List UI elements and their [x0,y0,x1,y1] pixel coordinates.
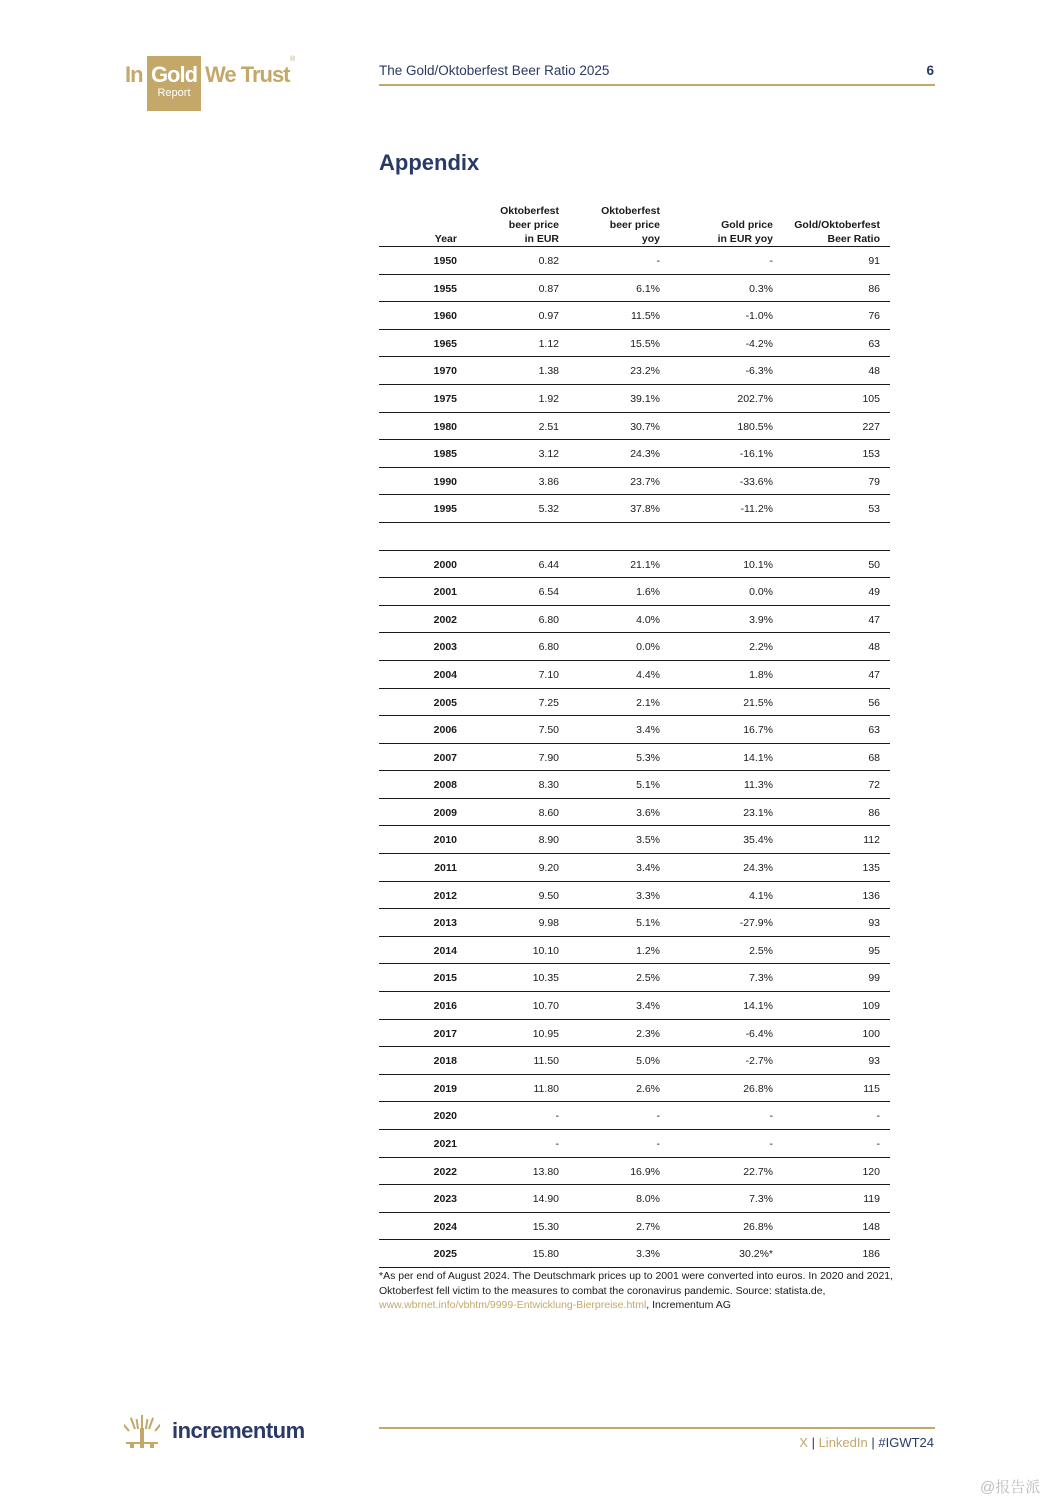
footnote-suffix: , Incrementum AG [646,1299,731,1311]
cell-year: 2014 [433,944,457,957]
cell-beer-price: 7.10 [538,668,559,681]
cell-beer-price-yoy: - [656,255,660,267]
cell-ratio: 135 [862,862,880,875]
cell-gold-price-yoy: 202.7% [737,392,773,405]
cell-beer-price: 3.86 [538,475,559,488]
logo-word-we-trust: We Trust [205,62,290,87]
table-row [379,744,890,772]
cell-beer-price-yoy: 23.2% [630,365,660,378]
cell-beer-price-yoy: 3.4% [636,724,660,737]
table-row [379,716,890,744]
table-row [379,413,890,441]
cell-beer-price: 3.12 [538,448,559,461]
cell-gold-price-yoy: - [769,255,773,267]
cell-year: 2021 [433,1138,457,1150]
cell-beer-price-yoy: 3.3% [636,889,660,902]
table-row [379,1158,890,1186]
cell-gold-price-yoy: 14.1% [743,1000,773,1013]
col-header-ratio: Gold/Oktoberfest Beer Ratio [794,219,880,245]
table-row [379,523,890,551]
cell-beer-price-yoy: 5.3% [636,751,660,764]
cell-year: 1965 [433,337,457,350]
cell-year: 2015 [433,972,457,985]
table-row [379,771,890,799]
cell-gold-price-yoy: - [769,1138,773,1150]
cell-year: 2022 [433,1165,457,1178]
cell-ratio: 86 [868,282,880,295]
cell-year: 2005 [433,696,457,709]
cell-gold-price-yoy: 21.5% [743,696,773,709]
cell-beer-price-yoy: 21.1% [630,558,660,571]
table-row [379,992,890,1020]
cell-beer-price-yoy: 4.0% [636,613,660,626]
cell-gold-price-yoy: 24.3% [743,862,773,875]
cell-gold-price-yoy: - [769,1110,773,1123]
cell-year: 1950 [433,255,457,267]
cell-ratio: 99 [868,972,880,985]
cell-year: 2013 [433,917,457,930]
cell-year: 2006 [433,724,457,737]
cell-beer-price: 8.60 [538,806,559,819]
cell-year: 2001 [433,586,457,599]
cell-year: 1990 [433,475,457,488]
table-row [379,661,890,689]
cell-beer-price-yoy: 15.5% [630,337,660,350]
table-row [379,937,890,965]
cell-year: 2019 [433,1082,457,1095]
cell-gold-price-yoy: 0.3% [749,282,773,295]
cell-ratio: 91 [868,255,880,267]
table-row [379,826,890,854]
table-row [379,1047,890,1075]
cell-ratio: 100 [862,1027,880,1040]
logo-gold-box [147,56,201,111]
cell-ratio: 48 [868,365,880,378]
table-row [379,302,890,330]
cell-gold-price-yoy: 26.8% [743,1082,773,1095]
cell-gold-price-yoy: -6.4% [745,1027,773,1040]
footnote-text: *As per end of August 2024. The Deutschmark prices up to 2001 were converted into euros. In 2020 and 2021, Oktoberfest fell victim to the measures to combat the coronavirus pandemic. Source: statista.de, [379,1270,894,1297]
cell-gold-price-yoy: 3.9% [749,613,773,626]
cell-beer-price-yoy: 30.7% [630,420,660,433]
cell-beer-price-yoy: 2.6% [636,1082,660,1095]
cell-ratio: 119 [863,1193,880,1206]
cell-year: 1960 [433,310,457,323]
table-row [379,1240,890,1268]
cell-beer-price: 0.82 [538,255,559,267]
cell-beer-price-yoy: 4.4% [636,668,660,681]
page-title: Appendix [379,150,480,175]
cell-beer-price-yoy: 5.1% [636,779,660,792]
cell-beer-price-yoy: 1.2% [636,944,660,957]
cell-ratio: - [876,1138,880,1150]
cell-ratio: 53 [868,503,880,516]
incrementum-wordmark: incrementum [172,1418,305,1443]
cell-beer-price: 15.80 [532,1248,559,1261]
cell-gold-price-yoy: 10.1% [743,558,773,571]
header-title: The Gold/Oktoberfest Beer Ratio 2025 [379,63,610,78]
cell-gold-price-yoy: -6.3% [745,365,773,378]
footer-divider [379,1427,935,1429]
cell-ratio: 148 [862,1220,880,1233]
cell-gold-price-yoy: 11.3% [744,779,773,792]
cell-gold-price-yoy: 2.2% [749,641,773,654]
source-link[interactable]: www.wbrnet.info/vbhtm/9999-Entwicklung-Bierpreise.html [379,1299,647,1311]
cell-ratio: 50 [868,558,880,571]
cell-year: 2010 [433,834,457,847]
cell-year: 2020 [433,1110,457,1123]
page-number: 6 [926,63,934,78]
cell-beer-price-yoy: 23.7% [630,475,660,488]
cell-gold-price-yoy: 30.2%* [739,1248,773,1261]
cell-beer-price-yoy: 8.0% [636,1193,660,1206]
cell-beer-price: 10.35 [532,972,559,985]
cell-beer-price: 8.90 [538,834,559,847]
cell-beer-price: 11.50 [533,1055,559,1068]
table-row [379,385,890,413]
cell-gold-price-yoy: 16.7% [743,724,773,737]
table-row [379,882,890,910]
cell-year: 1980 [433,420,457,433]
cell-beer-price: 8.30 [538,779,559,792]
separator: | [871,1435,875,1450]
cell-beer-price: 6.80 [538,613,559,626]
cell-ratio: 186 [862,1248,880,1261]
cell-beer-price-yoy: - [656,1110,660,1123]
cell-ratio: 136 [862,889,880,902]
cell-gold-price-yoy: 0.0% [749,586,773,599]
cell-beer-price-yoy: 2.3% [636,1027,660,1040]
cell-ratio: 153 [862,448,880,461]
cell-beer-price: 9.98 [538,917,559,930]
hashtag: #IGWT24 [878,1435,934,1450]
cell-gold-price-yoy: 7.3% [749,972,773,985]
cell-year: 1995 [433,503,457,516]
cell-beer-price: 7.90 [538,751,559,764]
cell-beer-price-yoy: 39.1% [630,392,660,405]
cell-beer-price-yoy: 2.7% [636,1220,660,1233]
cell-year: 2002 [433,613,457,626]
cell-gold-price-yoy: 22.7% [743,1165,773,1178]
cell-ratio: 86 [868,806,880,819]
cell-beer-price-yoy: 2.5% [636,972,660,985]
cell-beer-price-yoy: 3.6% [636,806,660,819]
cell-beer-price-yoy: 3.4% [636,1000,660,1013]
logo-report-label: Report [157,87,191,99]
cell-beer-price: 1.38 [538,365,559,378]
cell-gold-price-yoy: 2.5% [749,944,773,957]
col-header-year: Year [434,233,457,245]
cell-gold-price-yoy: 4.1% [749,889,773,902]
cell-beer-price: 7.50 [538,724,559,737]
table-row [379,1020,890,1048]
col-header-gold-price-yoy: Gold price in EUR yoy [717,219,773,245]
cell-gold-price-yoy: 1.8% [749,668,773,681]
table-row [379,468,890,496]
table-row [379,495,890,523]
cell-beer-price-yoy: 3.5% [636,834,660,847]
cell-beer-price: 1.12 [538,337,559,350]
cell-beer-price: 5.32 [538,503,559,516]
cell-beer-price: 1.92 [538,392,559,405]
cell-ratio: 48 [868,641,880,654]
table-row [379,1213,890,1241]
col-header-beer-price-yoy: Oktoberfest beer price yoy [601,205,660,245]
cell-beer-price: - [555,1110,559,1123]
watermark: @报告派 [980,1479,1041,1496]
cell-beer-price-yoy: 3.4% [636,862,660,875]
cell-ratio: 56 [868,696,880,709]
cell-beer-price-yoy: 0.0% [636,641,660,654]
table-row [379,1130,890,1158]
cell-beer-price: 14.90 [532,1193,559,1206]
table-header [379,200,890,246]
cell-beer-price: 9.20 [538,862,559,875]
cell-beer-price: 2.51 [538,420,559,433]
separator: | [811,1435,815,1450]
cell-year: 2018 [433,1055,457,1068]
in-gold-we-trust-logo [124,56,304,112]
cell-gold-price-yoy: 14.1% [743,751,773,764]
col-header-beer-price: Oktoberfest beer price in EUR [500,205,559,245]
cell-beer-price-yoy: 3.3% [636,1248,660,1261]
cell-year: 2024 [433,1220,457,1233]
cell-beer-price-yoy: 2.1% [636,696,660,709]
cell-beer-price: - [555,1138,559,1150]
cell-gold-price-yoy: 23.1% [743,806,773,819]
cell-beer-price: 10.10 [532,944,559,957]
cell-year: 2011 [434,862,457,875]
footnote [379,1269,919,1313]
cell-year: 1955 [433,282,457,295]
table-row [379,606,890,634]
cell-ratio: - [876,1110,880,1123]
table-row [379,1075,890,1103]
incrementum-logo [124,1414,304,1450]
cell-beer-price: 10.95 [532,1027,559,1040]
cell-ratio: 72 [868,779,880,792]
cell-year: 2008 [433,779,457,792]
table-row [379,551,890,579]
cell-beer-price-yoy: 5.1% [636,917,660,930]
cell-beer-price-yoy: 37.8% [630,503,660,516]
cell-year: 1985 [433,448,457,461]
cell-ratio: 76 [868,310,880,323]
cell-gold-price-yoy: -1.0% [745,310,773,323]
cell-beer-price: 6.80 [538,641,559,654]
cell-year: 2004 [433,668,457,681]
cell-gold-price-yoy: -11.2% [740,503,773,516]
logo-word-gold: Gold [150,62,198,87]
registered-mark: ® [290,56,296,63]
table-row [379,909,890,937]
cell-beer-price: 6.54 [538,586,559,599]
beer-ratio-table [379,200,890,1268]
cell-ratio: 47 [868,668,880,681]
table-row [379,578,890,606]
cell-beer-price-yoy: 6.1% [636,282,660,295]
cell-beer-price: 9.50 [538,889,559,902]
cell-year: 1970 [433,365,457,378]
table-row [379,357,890,385]
cell-year: 2009 [433,806,457,819]
cell-year: 2000 [433,558,457,571]
cell-ratio: 63 [868,337,880,350]
logo-word-in: In [125,62,143,87]
table-row [379,964,890,992]
cell-gold-price-yoy: 26.8% [743,1220,773,1233]
cell-year: 2023 [433,1193,457,1206]
cell-ratio: 115 [863,1082,880,1095]
table-row [379,1185,890,1213]
table-row [379,275,890,303]
table-row [379,689,890,717]
social-links [700,1435,934,1450]
x-link[interactable]: X [799,1435,808,1450]
cell-gold-price-yoy: -2.7% [745,1055,773,1068]
cell-year: 2016 [433,1000,457,1013]
table-row [379,854,890,882]
cell-beer-price: 11.80 [533,1082,559,1095]
cell-ratio: 63 [868,724,880,737]
cell-beer-price: 0.97 [538,310,559,323]
cell-gold-price-yoy: 180.5% [737,420,773,433]
cell-beer-price: 7.25 [538,696,559,709]
cell-year: 2007 [433,751,457,764]
cell-gold-price-yoy: 35.4% [743,834,773,847]
cell-gold-price-yoy: -27.9% [739,917,773,930]
table-row [379,440,890,468]
cell-year: 2003 [433,641,457,654]
table-row [379,799,890,827]
linkedin-link[interactable]: LinkedIn [818,1435,868,1450]
cell-gold-price-yoy: 7.3% [749,1193,773,1206]
cell-ratio: 49 [868,586,880,599]
table-row [379,247,890,275]
cell-beer-price: 13.80 [532,1165,559,1178]
table-body [379,246,890,1268]
cell-ratio: 109 [862,1000,880,1013]
cell-ratio: 120 [862,1165,880,1178]
cell-gold-price-yoy: -4.2% [745,337,773,350]
cell-beer-price-yoy: 1.6% [636,586,660,599]
cell-beer-price-yoy: 24.3% [630,448,660,461]
cell-gold-price-yoy: -16.1% [739,448,773,461]
table-row [379,633,890,661]
cell-ratio: 93 [868,917,880,930]
cell-ratio: 47 [868,613,880,626]
cell-ratio: 105 [862,392,880,405]
table-row [379,1102,890,1130]
cell-year: 2025 [433,1248,457,1261]
cell-beer-price: 0.87 [538,282,559,295]
cell-year: 1975 [433,392,457,405]
table-row [379,330,890,358]
cell-beer-price-yoy: 16.9% [630,1165,660,1178]
cell-ratio: 95 [868,944,880,957]
cell-beer-price-yoy: 11.5% [631,310,660,323]
cell-beer-price: 6.44 [538,558,559,571]
cell-ratio: 79 [868,475,880,488]
cell-gold-price-yoy: -33.6% [739,475,773,488]
cell-ratio: 68 [868,751,880,764]
cell-ratio: 112 [863,834,880,847]
cell-beer-price: 15.30 [532,1220,559,1233]
cell-beer-price-yoy: - [656,1138,660,1150]
cell-ratio: 227 [862,420,880,433]
cell-year: 2017 [433,1027,457,1040]
tree-icon [124,1414,160,1448]
cell-ratio: 93 [868,1055,880,1068]
header-divider [379,84,935,86]
cell-beer-price-yoy: 5.0% [636,1055,660,1068]
cell-beer-price: 10.70 [532,1000,559,1013]
cell-year: 2012 [433,889,457,902]
